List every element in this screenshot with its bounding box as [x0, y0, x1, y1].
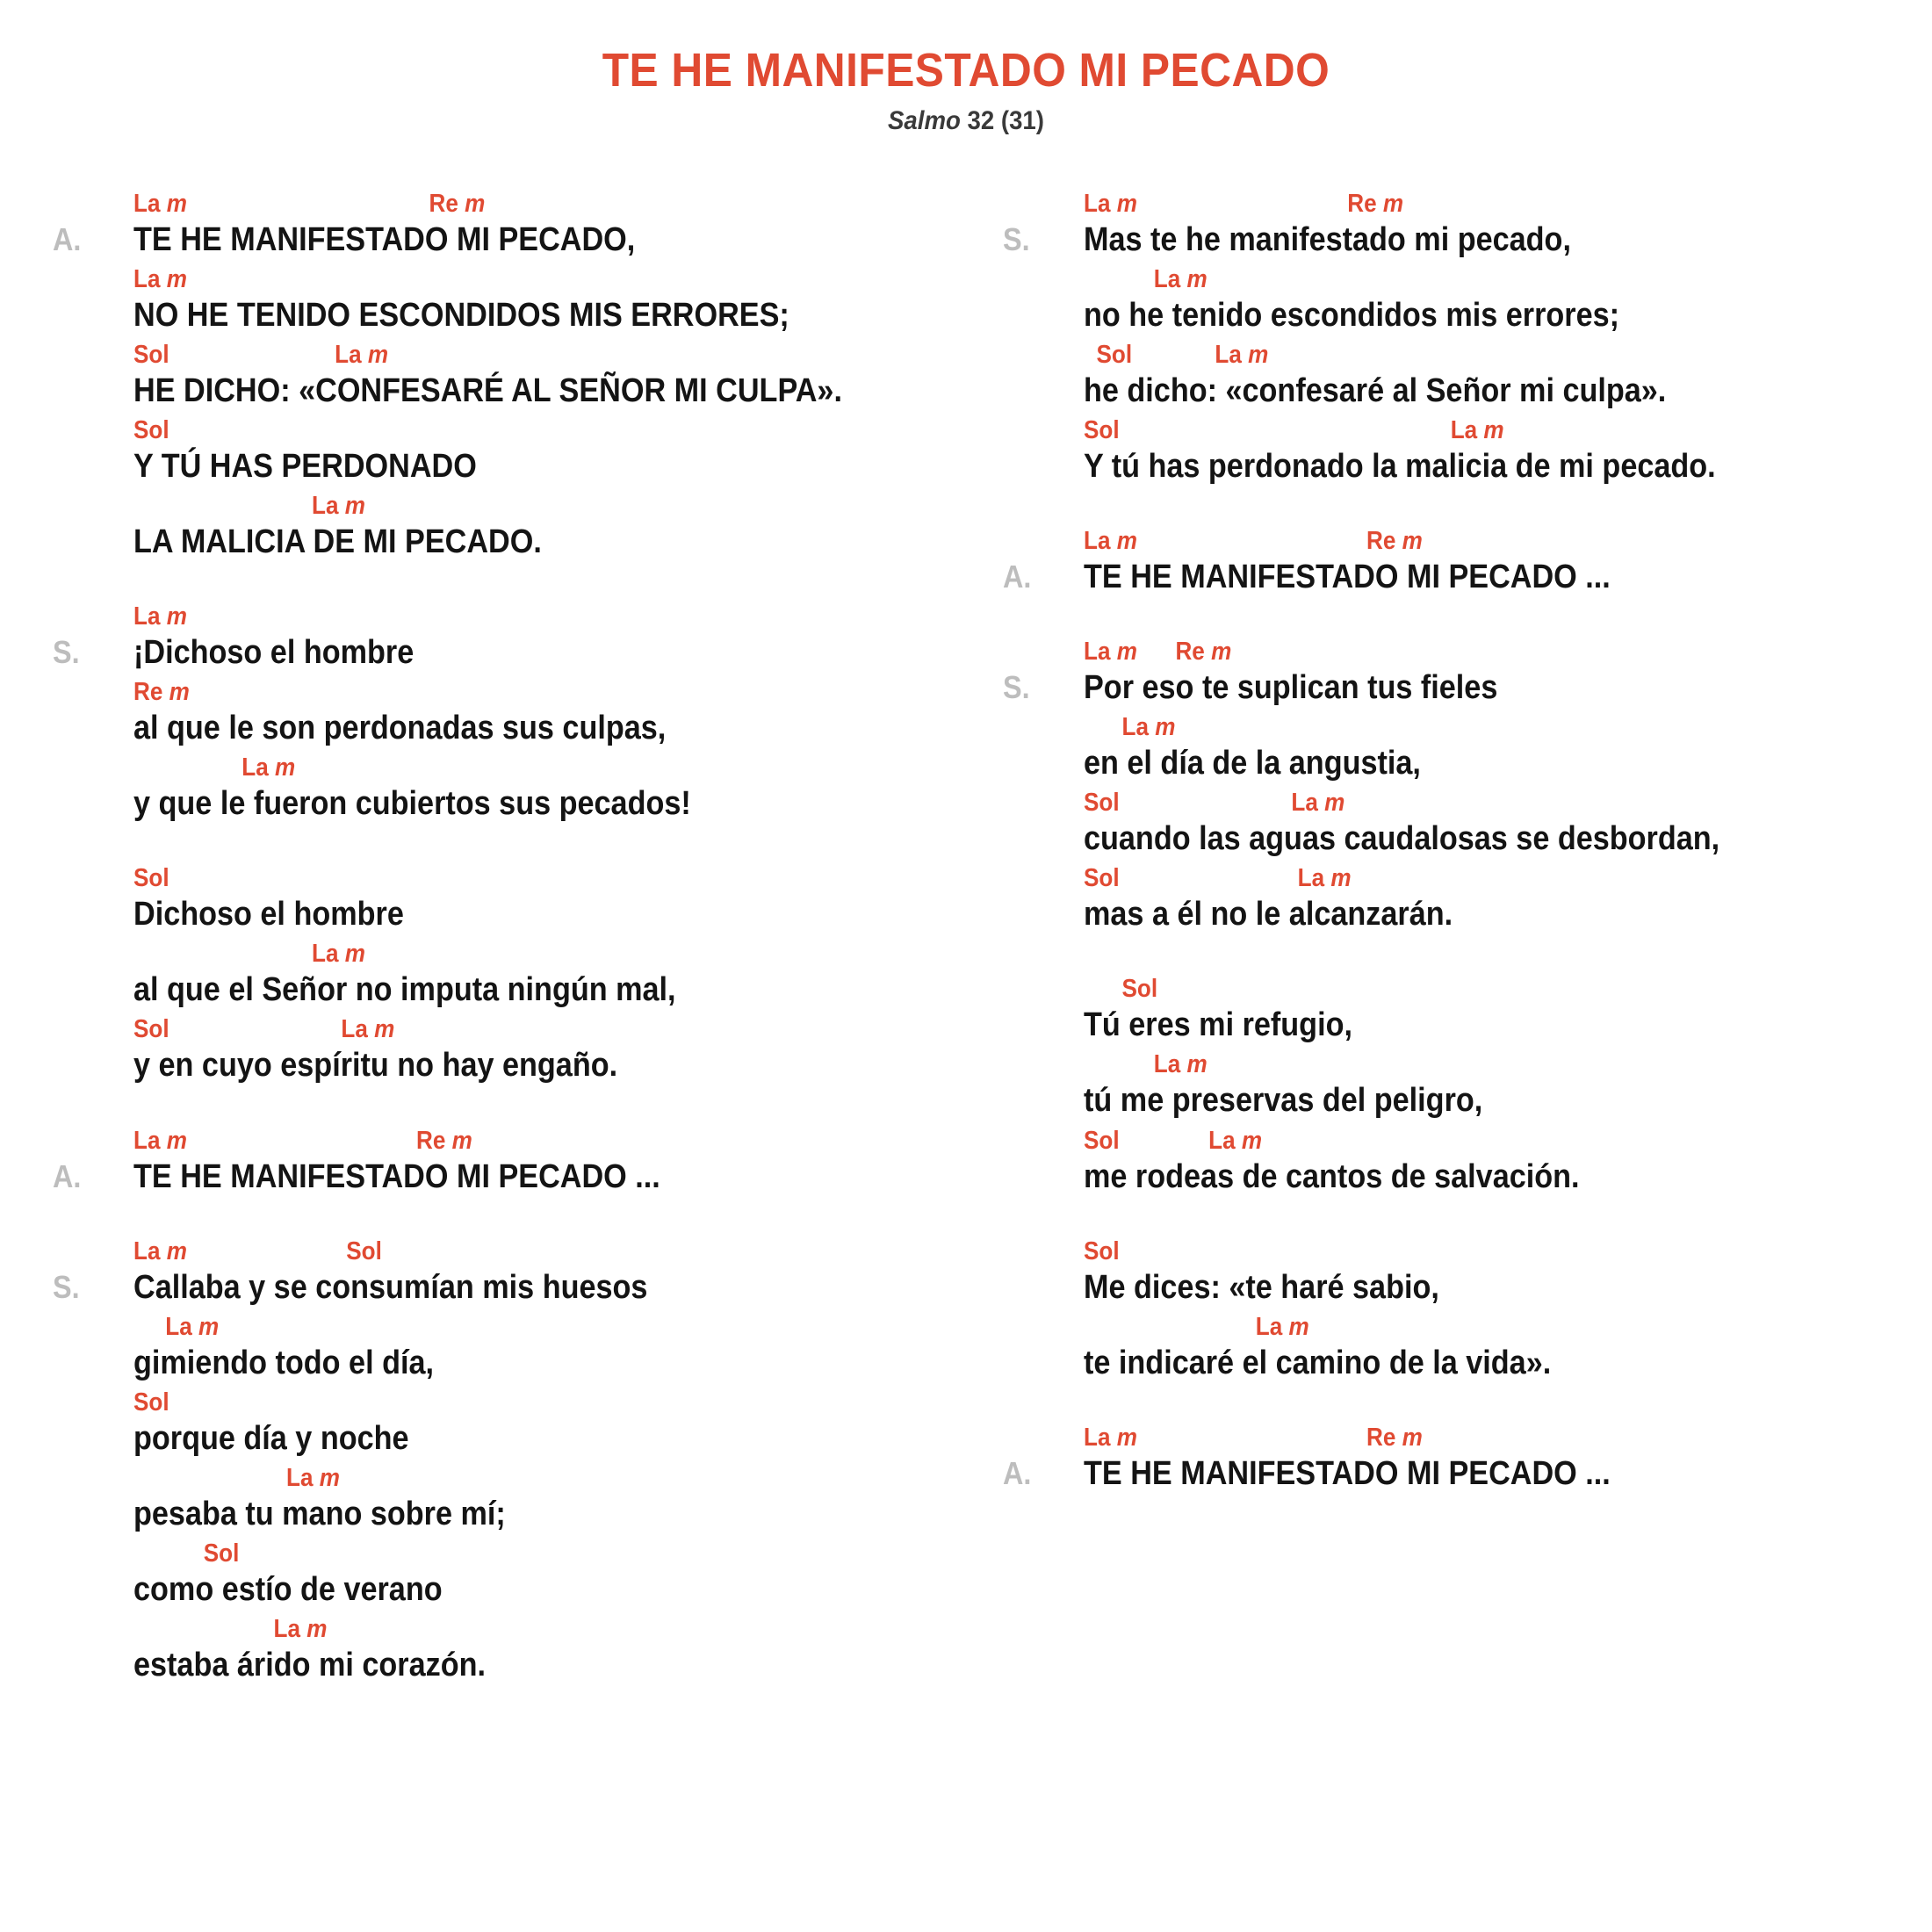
chord-label: [133, 263, 187, 296]
chord-lyric-line: [53, 1537, 940, 1609]
chord-minor-suffix: m: [166, 189, 187, 218]
chord-lyric-line: [53, 1386, 940, 1458]
chord-root: La: [341, 1015, 368, 1044]
chord-root: Sol: [133, 1015, 169, 1044]
chord-label: [133, 1013, 394, 1046]
chord-row: [1084, 524, 1890, 558]
chord-minor-suffix: m: [319, 1463, 340, 1492]
chord-root: Sol: [133, 1388, 169, 1417]
chord-root: La: [1153, 264, 1181, 293]
chord-lyric-line: [1003, 972, 1890, 1044]
subtitle-reference: 32 (31): [960, 105, 1044, 135]
chord-row: [1084, 1235, 1890, 1268]
lyric-line: mas a él no le alcanzarán.: [1084, 896, 1453, 934]
chord-root: Sol: [1121, 975, 1158, 1004]
chord-lyric-line: [53, 1461, 940, 1533]
chord-minor-suffix: m: [169, 678, 190, 707]
role-marker-strophe: S.: [53, 634, 80, 671]
chord-root: La: [1450, 415, 1478, 444]
chord-lyric-line: [1003, 263, 1890, 335]
chord-row: [133, 600, 940, 633]
role-marker-antiphon: A.: [1003, 559, 1032, 595]
chord-lyric-line: [53, 1310, 940, 1382]
lyric-line: TE HE MANIFESTADO MI PECADO,: [133, 220, 636, 258]
lyric-line: y que le fueron cubiertos sus pecados!: [133, 785, 691, 823]
chord-root: Re: [1175, 638, 1205, 667]
chord-root: La: [133, 602, 161, 631]
chord-row: [1084, 1124, 1890, 1157]
chord-root: La: [1255, 1312, 1283, 1341]
verse-block: [53, 861, 940, 1085]
chord-label: [133, 1461, 340, 1495]
chord-root: La: [1084, 527, 1111, 555]
chord-root: La: [1215, 340, 1242, 369]
role-marker-antiphon: A.: [53, 1157, 82, 1194]
chord-row: [133, 751, 940, 784]
chord-root: La: [1291, 789, 1318, 818]
verse-block: [1003, 1235, 1890, 1382]
chord-label: [1084, 635, 1231, 668]
chord-row: [1084, 263, 1890, 296]
chord-minor-suffix: m: [1116, 1423, 1137, 1452]
chord-label: [1084, 786, 1344, 819]
chord-minor-suffix: m: [465, 189, 486, 218]
chord-lyric-line: [1003, 187, 1890, 259]
chord-label: [133, 937, 365, 970]
chord-lyric-line: [53, 751, 940, 823]
chord-minor-suffix: m: [1382, 189, 1404, 218]
chord-root: La: [1121, 713, 1149, 742]
lyric-line: gimiendo todo el día,: [133, 1344, 434, 1381]
chord-row: [1084, 414, 1890, 447]
chord-label: [133, 1310, 219, 1344]
chord-label: [133, 1386, 169, 1419]
verse-block: [53, 187, 940, 561]
chord-lyric-line: [1003, 861, 1890, 934]
chord-root: La: [165, 1312, 192, 1341]
verse-block: [1003, 524, 1890, 596]
chord-lyric-line: [53, 861, 940, 934]
chord-row: [1084, 710, 1890, 744]
chord-label: [133, 187, 485, 220]
chord-minor-suffix: m: [198, 1312, 220, 1341]
chord-label: [1084, 972, 1157, 1006]
chord-row: [133, 1124, 940, 1157]
chord-label: [133, 751, 295, 784]
chord-row: [1084, 786, 1890, 819]
chord-row: [1084, 635, 1890, 668]
chord-root: La: [1084, 1423, 1111, 1452]
chord-root: Sol: [203, 1539, 240, 1568]
chord-minor-suffix: m: [166, 1126, 187, 1155]
chord-row: [133, 675, 940, 709]
role-marker-antiphon: A.: [1003, 1454, 1032, 1491]
chord-lyric-line: [1003, 710, 1890, 782]
chord-root: Re: [1347, 189, 1377, 218]
left-column: [53, 187, 940, 1688]
chord-minor-suffix: m: [1288, 1312, 1309, 1341]
chord-label: [133, 861, 169, 895]
lyric-line: cuando las aguas caudalosas se desbordan,: [1084, 820, 1720, 858]
chord-root: Re: [1366, 1423, 1396, 1452]
chord-row: [133, 338, 940, 371]
verse-block: [1003, 635, 1890, 934]
role-marker-strophe: S.: [1003, 669, 1030, 706]
chord-root: Re: [1366, 527, 1396, 555]
chord-root: La: [312, 492, 339, 520]
chord-row: [133, 861, 940, 895]
chord-lyric-line: [53, 263, 940, 335]
lyric-line: Tú eres mi refugio,: [1084, 1006, 1352, 1044]
chord-row: [133, 1612, 940, 1646]
lyric-line: me rodeas de cantos de salvación.: [1084, 1157, 1580, 1195]
chord-label: [1084, 263, 1208, 296]
chord-label: [133, 1124, 472, 1157]
chord-row: [1084, 972, 1890, 1006]
chord-row: [133, 1013, 940, 1046]
chord-label: [1084, 524, 1423, 558]
chord-lyric-line: [1003, 1048, 1890, 1120]
lyric-line: y en cuyo espíritu no hay engaño.: [133, 1047, 618, 1085]
chord-minor-suffix: m: [1116, 527, 1137, 555]
chord-label: [1084, 1048, 1208, 1081]
chord-lyric-line: [53, 338, 940, 410]
lyric-line: TE HE MANIFESTADO MI PECADO ...: [133, 1157, 660, 1195]
lyric-line: Y tú has perdonado la malicia de mi pecado.: [1084, 447, 1716, 485]
chord-row: [1084, 861, 1890, 895]
chord-root: Sol: [1096, 340, 1133, 369]
chord-label: [133, 1235, 382, 1268]
chord-root: Sol: [1084, 415, 1120, 444]
chord-root: Sol: [133, 415, 169, 444]
chord-label: [133, 338, 388, 371]
chord-root: Sol: [346, 1236, 382, 1265]
chord-row: [133, 489, 940, 523]
page-title: TE HE MANIFESTADO MI PECADO: [602, 44, 1330, 97]
chord-label: [133, 489, 365, 523]
chord-row: [133, 1235, 940, 1268]
chord-row: [1084, 338, 1890, 371]
lyric-line: Dichoso el hombre: [133, 896, 404, 934]
verse-block: [53, 600, 940, 823]
verse-block: [1003, 1421, 1890, 1493]
chord-minor-suffix: m: [1241, 1126, 1263, 1155]
lyric-line: Me dices: «te haré sabio,: [1084, 1268, 1439, 1306]
chord-lyric-line: [53, 675, 940, 747]
chord-label: [133, 414, 169, 447]
chord-lyric-line: [1003, 1235, 1890, 1307]
lyric-line: te indicaré el camino de la vida».: [1084, 1344, 1552, 1381]
lyric-line: Por eso te suplican tus fieles: [1084, 669, 1498, 707]
chord-minor-suffix: m: [1248, 340, 1269, 369]
chord-root: La: [133, 189, 161, 218]
lyric-line: al que el Señor no imputa ningún mal,: [133, 971, 676, 1009]
lyric-line: TE HE MANIFESTADO MI PECADO ...: [1084, 559, 1611, 595]
verse-block: [53, 1235, 940, 1684]
chord-root: Re: [429, 189, 458, 218]
lyrics-columns: [0, 136, 1932, 1688]
chord-lyric-line: [53, 489, 940, 561]
chord-minor-suffix: m: [1483, 415, 1504, 444]
chord-row: [133, 263, 940, 296]
chord-root: La: [242, 753, 269, 782]
verse-block: [1003, 187, 1890, 486]
chord-root: Sol: [133, 864, 169, 893]
chord-lyric-line: [1003, 786, 1890, 858]
chord-lyric-line: [53, 600, 940, 672]
chord-root: La: [1208, 1126, 1236, 1155]
chord-lyric-line: [1003, 524, 1890, 596]
chord-root: La: [273, 1615, 300, 1644]
lyric-line: Mas te he manifestado mi pecado,: [1084, 220, 1571, 258]
lyric-line: he dicho: «confesaré al Señor mi culpa».: [1084, 371, 1667, 409]
lyric-line: TE HE MANIFESTADO MI PECADO ...: [1084, 1454, 1611, 1492]
chord-root: Sol: [133, 340, 169, 369]
chord-lyric-line: [1003, 1421, 1890, 1493]
chord-root: La: [1084, 189, 1111, 218]
chord-lyric-line: [1003, 635, 1890, 707]
chord-root: La: [133, 264, 161, 293]
chord-root: Sol: [1084, 1236, 1120, 1265]
chord-root: La: [335, 340, 362, 369]
chord-root: La: [1153, 1050, 1181, 1079]
right-column: [1003, 187, 1890, 1496]
chord-root: Re: [133, 678, 163, 707]
chord-minor-suffix: m: [1211, 638, 1232, 667]
chord-root: La: [312, 940, 339, 969]
lyric-line: estaba árido mi corazón.: [133, 1647, 487, 1684]
chord-row: [1084, 1421, 1890, 1454]
lyric-line: no he tenido escondidos mis errores;: [1084, 296, 1620, 334]
chord-label: [1084, 1124, 1262, 1157]
lyric-line: tú me preservas del peligro,: [1084, 1082, 1483, 1120]
role-marker-strophe: S.: [1003, 220, 1030, 257]
role-marker-strophe: S.: [53, 1268, 80, 1305]
chord-label: [1084, 710, 1175, 744]
lyric-line: NO HE TENIDO ESCONDIDOS MIS ERRORES;: [133, 296, 789, 334]
chord-minor-suffix: m: [1402, 1423, 1423, 1452]
chord-root: La: [1297, 864, 1325, 893]
chord-minor-suffix: m: [1330, 864, 1352, 893]
chord-lyric-line: [1003, 414, 1890, 486]
chord-row: [1084, 187, 1890, 220]
chord-minor-suffix: m: [1186, 264, 1208, 293]
chord-minor-suffix: m: [451, 1126, 472, 1155]
chord-label: [1084, 187, 1403, 220]
chord-label: [133, 675, 190, 709]
lyric-line: Y TÚ HAS PERDONADO: [133, 447, 477, 485]
chord-lyric-line: [53, 414, 940, 486]
verse-block: [53, 1124, 940, 1196]
chord-lyric-line: [1003, 1310, 1890, 1382]
chord-minor-suffix: m: [1186, 1050, 1208, 1079]
chord-lyric-line: [1003, 338, 1890, 410]
verse-block: [1003, 972, 1890, 1195]
lyric-line: HE DICHO: «CONFESARÉ AL SEÑOR MI CULPA».: [133, 371, 842, 409]
chord-label: [1084, 1421, 1423, 1454]
lyric-line: pesaba tu mano sobre mí;: [133, 1495, 506, 1532]
lyric-line: en el día de la angustia,: [1084, 745, 1421, 782]
chord-row: [133, 1310, 940, 1344]
chord-root: La: [133, 1236, 161, 1265]
chord-lyric-line: [53, 937, 940, 1009]
chord-label: [1084, 414, 1504, 447]
chord-root: La: [286, 1463, 314, 1492]
chord-minor-suffix: m: [1155, 713, 1176, 742]
chord-row: [133, 187, 940, 220]
chord-label: [1084, 1310, 1309, 1344]
chord-lyric-line: [53, 1013, 940, 1085]
subtitle-source-label: Salmo: [888, 105, 961, 135]
chord-root: Sol: [1084, 789, 1120, 818]
chord-lyric-line: [53, 1124, 940, 1196]
chord-minor-suffix: m: [1116, 638, 1137, 667]
chord-root: La: [133, 1126, 161, 1155]
chord-label: [1084, 1235, 1120, 1268]
chord-root: Sol: [1084, 864, 1120, 893]
chord-root: Re: [415, 1126, 446, 1155]
song-subtitle: [77, 106, 1855, 136]
chord-lyric-line: [53, 1612, 940, 1684]
chord-root: La: [1084, 638, 1111, 667]
chord-label: [1084, 338, 1268, 371]
chord-row: [133, 1537, 940, 1570]
lyric-line: LA MALICIA DE MI PECADO.: [133, 523, 542, 560]
chord-minor-suffix: m: [374, 1015, 395, 1044]
chord-minor-suffix: m: [166, 1236, 187, 1265]
chord-minor-suffix: m: [344, 492, 365, 520]
chord-lyric-line: [53, 1235, 940, 1307]
chord-minor-suffix: m: [344, 940, 365, 969]
chord-label: [133, 1612, 327, 1646]
chord-label: [133, 600, 187, 633]
chord-label: [133, 1537, 239, 1570]
chord-row: [133, 414, 940, 447]
chord-minor-suffix: m: [1324, 789, 1345, 818]
chord-lyric-line: [1003, 1124, 1890, 1196]
chord-minor-suffix: m: [367, 340, 389, 369]
chord-row: [133, 937, 940, 970]
chord-minor-suffix: m: [1402, 527, 1423, 555]
chord-root: Sol: [1084, 1126, 1120, 1155]
chord-label: [1084, 861, 1352, 895]
lyric-line: al que le son perdonadas sus culpas,: [133, 710, 667, 747]
chord-lyric-line: [53, 187, 940, 259]
chord-row: [133, 1461, 940, 1495]
chord-minor-suffix: m: [1116, 189, 1137, 218]
chord-row: [133, 1386, 940, 1419]
chord-row: [1084, 1310, 1890, 1344]
chord-minor-suffix: m: [275, 753, 296, 782]
lyric-line: porque día y noche: [133, 1419, 409, 1457]
lyric-line: como estío de verano: [133, 1570, 443, 1608]
lyric-line: ¡Dichoso el hombre: [133, 634, 415, 672]
lyric-line: Callaba y se consumían mis huesos: [133, 1268, 648, 1306]
page-header: [0, 0, 1932, 136]
chord-minor-suffix: m: [166, 264, 187, 293]
chord-row: [1084, 1048, 1890, 1081]
role-marker-antiphon: A.: [53, 220, 82, 257]
chord-minor-suffix: m: [306, 1615, 328, 1644]
chord-minor-suffix: m: [166, 602, 187, 631]
